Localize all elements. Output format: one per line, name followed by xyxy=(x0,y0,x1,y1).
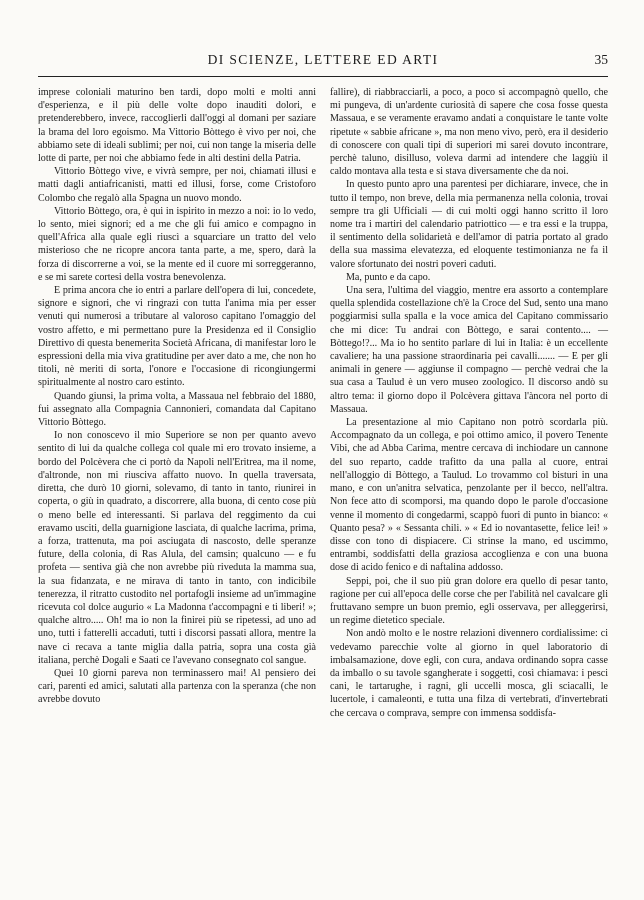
running-title: DI SCIENZE, LETTERE ED ARTI xyxy=(207,52,439,67)
paragraph: imprese coloniali maturino ben tardi, dopo molti e molti anni d'esperienza, e il più delle volte dopo inauditi dolori, e pretenderebbero, invece, raccoglierli dall'oggi al domani per saziare la brama del loro egoismo. Ma Vittorio Bòttego è vivo per noi, che abbiamo sete di ideali sublimi; per noi, cui non tange la miseria delle lotte di parte, per noi che abbiamo fede in alti destini della Patria. xyxy=(38,87,316,165)
paragraph: Io non conoscevo il mio Superiore se non per quanto avevo sentito di lui da qualche collega col quale mi ero trovato insieme, a bordo del Polcèvera che ci portò da Napoli nell'Eritrea, ma il nome, d'altronde, non mi riusciva affatto nuovo. In quella traversata, diretta, che durò 10 giorni, solevamo, di tanto in tanto, riunirei in coperta, o giù in quadrato, a discorrere, alla buona, di cento cose più o meno belle ed interessanti. Si parlava del reggimento da cui eravamo usciti, della guarnigione lasciata, di qualche lacrima, prima, a forza, trattenuta, ma poi asciugata di nascosto, delle speranze future, della colonia, di Ras Alula, del camsin; qualcuno — e fu profeta — sentiva già che non avrebbe più riveduta la mamma sua, la sua fidanzata, e ne mirava di tanto in tanto, con indicibile tenerezza, il ritratto custodito nel portafogli insieme ad un'immagine ricevuta col dolce augurio « La Madonna t'accompagni e ti liberi! »; qualche altro..... Oh! ma io non la finirei più se ripetessi, ad uno ad uno, tutti i fatterelli accaduti, tutti i discorsi passati allora, mentre la nave ci recava a tante miglia dalla patria, sopra una costa già italiana, perchè Dogali e Saati ce l'avevano consegnato col sangue. xyxy=(38,430,316,666)
paragraph: Quando giunsi, la prima volta, a Massaua nel febbraio del 1880, fui assegnato alla Compagnia Cannonieri, comandata dal Capitano Vittorio Bòttego. xyxy=(38,390,316,429)
page-number: 35 xyxy=(594,52,608,67)
paragraph: Non andò molto e le nostre relazioni divennero cordialissime: ci vedevamo parecchie volte al giorno in quel laboratorio di imbalsamazione, dove egli, con cura, andava ordinando sopra casse da imballo o su tavole sgangherate i soggetti, così chiamava: i pesci cani, le tartarughe, i ragni, gli uccelli mosca, gli sciacalli, le lucertole, i camaleonti, e tutta una filza di vertebrati, d'invertebrati che cercava o comprava, sempre con immensa soddisfa- xyxy=(330,628,608,719)
paragraph: In questo punto apro una parentesi per dichiarare, invece, che in tutto il tempo, non breve, della mia permanenza nella colonia, trovai sempre tra gli Ufficiali — di cui molti oggi hanno scritto il loro nome tra i martiri del calendario patriottico — e tra essi e la truppa, il sentimento della solidarietà e dell'amor di patria portato al grado della sua massima elevatezza, ed eloquente testimonianza ne fa il valore sfortunato dei nostri poveri caduti. xyxy=(330,179,608,270)
paragraph: Vittorio Bòttego vive, e vivrà sempre, per noi, chiamati illusi e matti dagli antiafricanisti, matti ed illusi, forse, come Cristoforo Colombo che regalò alla Spagna un nuovo mondo. xyxy=(38,166,316,204)
paragraph: Vittorio Bòttego, ora, è qui in ispirito in mezzo a noi: io lo vedo, lo sento, miei signori; ed a me che gli fui amico e compagno in quell'Africa alla quale egli riuscì a squarciare un tratto del velo misterioso che ne ricopre ancora tanta parte, a me, spero, darà la forza di discorrerne a voi, se la mente ed il cuore mi sorreggeranno, e se mi sarete cortesi della vostra benevolenza. xyxy=(38,205,316,283)
right-column xyxy=(330,86,608,720)
paragraph: fallire), di riabbracciarli, a poco, a poco si accompagnò quello, che mi pungeva, di un'ardente curiosità di sapere che cosa fosse questa Massaua, e se veramente eravamo andati a conquistare le tante volte ripetute « sabbie africane », ma non meno vivo, però, era il desiderio di conoscere con quali tipi di superiori mi sarei dovuto incontrare, perchè taluno, disilluso, voleva darmi ad intendere che laggiù il caldo montava alla testa e si stava diversamente che da noi. xyxy=(330,87,608,178)
paragraph: Seppi, poi, che il suo più gran dolore era quello di pesar tanto, ragione per cui all'epoca delle corse che per l'abilità nel cavalcare gli fruttavano sempre un buon premio, egli osservava, per alleggerirsi, un regime dietetico speciale. xyxy=(330,575,608,627)
paragraph: Una sera, l'ultima del viaggio, mentre era assorto a contemplare quella splendida costellazione ch'è la Croce del Sud, sento una mano poggiarmisi sulla spalla e la voce amica del Capitano commissario che mi dice: Tu andrai con Bòttego, e sarai contento.... — Bòttego!?... Ma io ho sentito parlare di lui in Italia: è un eccellente cavaliere; ha una passione straordinaria pei cavalli....... — E per gli animali in genere — aggiunse il compagno — perchè vedrai che la sua casa a Taulud è un vero museo zoologico. Il discorso andò su altro tema: il giorno dopo il Polcèvera gittava l'àncora nel porto di Massaua. xyxy=(330,285,608,415)
paragraph: E prima ancora che io entri a parlare dell'opera di lui, concedete, signore e signori, che vi ringrazi con tutta l'anima mia per esser venuti qui numerosi a tributare al valoroso capitano l'omaggio del vostro affetto, e mi permettano pure la Presidenza ed il Consiglio Direttivo di questa benemerita Società Africana, di manifestar loro le espressioni della mia viva gratitudine per aver dato a me, che non ho titoli, nè meriti di sorta, l'onore e l'occasione di ricongiungermi spiritualmente al nostro caro estinto. xyxy=(38,285,316,389)
page-header xyxy=(38,50,608,77)
left-column xyxy=(38,86,316,707)
paragraph: Ma, punto e da capo. xyxy=(346,271,431,283)
paragraph: La presentazione al mio Capitano non potrò scordarla più. Accompagnato da un collega, e poi ottimo amico, il povero Tenente Vibi, che ad Abba Carima, mentre cercava di inchiodare un cannone del suo reparto, cadde trafitto da una palla al cuore, entrai nell'alloggio di Bòttego, a Taulud. Lo trovammo col bisturi in una mano, e con un'anitra selvatica, penzolante per il becco, nell'altra. Non fece atto di scomporsi, ma quando dopo le parole d'occasione venne il momento di congedarmi, scappò fuori di punto in bianco: « Quanto pesa? » « Sessanta chili. » « Ed io novantasette, felice lei! » disse con tono di dispiacere. Ci strinse la mano, ed uscimmo, entrambi, soddisfatti della graziosa accoglienza e con una buona dose di acido fenico e di naftalina addosso. xyxy=(330,417,608,574)
paragraph: Quei 10 giorni pareva non terminassero mai! Al pensiero dei cari, parenti ed amici, salutati alla partenza con la speranza (che non avrebbe dovuto xyxy=(38,667,316,706)
